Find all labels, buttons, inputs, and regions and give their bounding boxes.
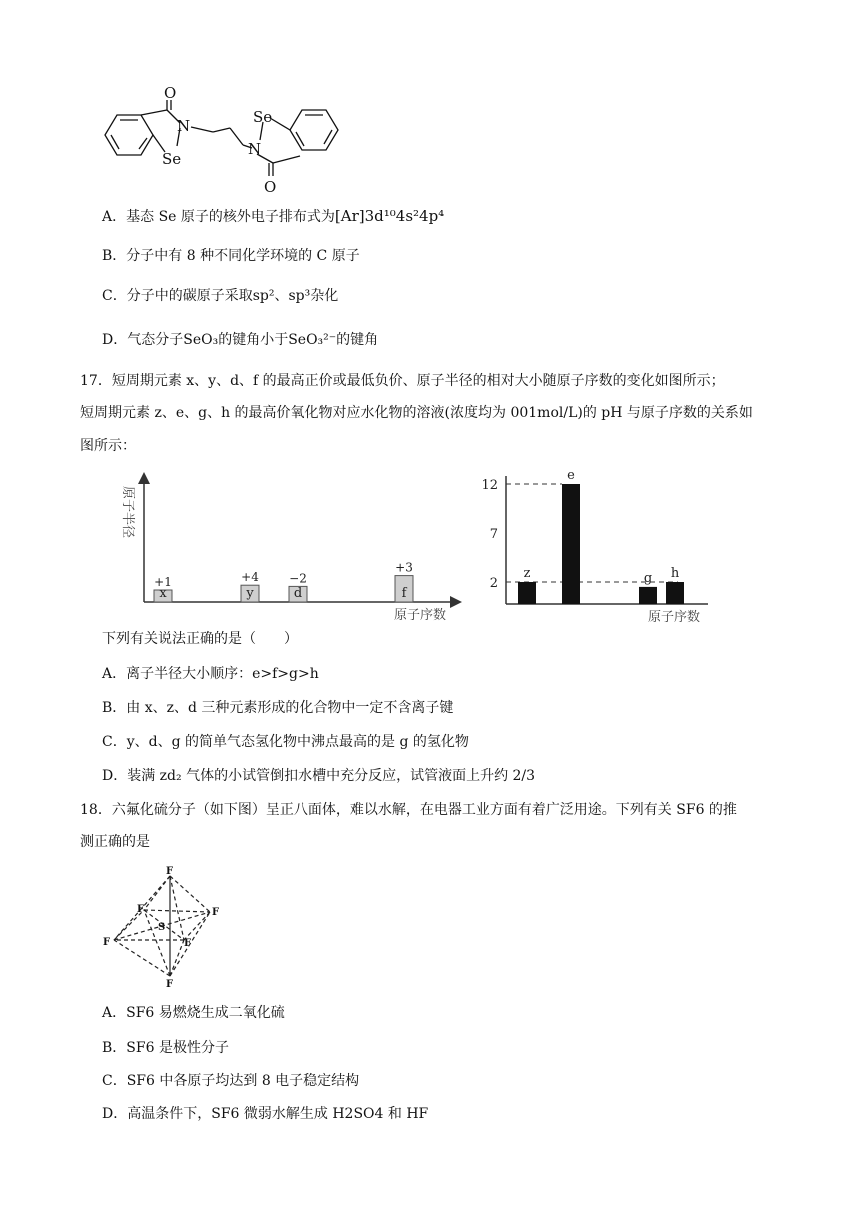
q17-option-d: D．装满 zd₂ 气体的小试管倒扣水槽中充分反应，试管液面上升约 2/3: [102, 768, 536, 784]
q16-option-d-label: D．: [102, 332, 128, 348]
q16-option-a-text: 基态 Se 原子的核外电子排布式为: [126, 209, 335, 225]
q17-stem-line1: 17．短周期元素 x、y、d、f 的最高正价或最低负价、原子半径的相对大小随原子序数的变化如图所示；: [80, 373, 725, 389]
sf6-f-right: F: [212, 907, 220, 918]
right-chart-bar-label-g: g: [643, 570, 653, 586]
right-chart-bar-e: [562, 484, 580, 604]
q18-option-c: C．SF6 中各原子均达到 8 电子稳定结构: [102, 1073, 360, 1089]
left-chart-bar-label-y: y: [246, 586, 254, 601]
molecule-structure: [95, 80, 355, 198]
q17-right-chart: [478, 468, 718, 626]
q16-option-b-label: B．: [102, 248, 127, 264]
left-chart-bar-label-d: d: [293, 586, 303, 601]
right-chart-bar-label-e: e: [567, 468, 575, 483]
q16-option-c-label: C．: [102, 288, 127, 304]
right-chart-ytick-12: 12: [481, 478, 498, 493]
q16-option-d: [102, 330, 378, 350]
left-chart-ylabel: 原子半径: [120, 486, 135, 539]
left-chart-xlabel: 原子序数: [394, 608, 447, 623]
sf6-s-center: S: [158, 922, 166, 933]
sf6-f-left: F: [103, 937, 111, 948]
q16-option-a-formula: [Ar]3d¹⁰4s²4p⁴: [334, 207, 445, 225]
q17-option-c: C．y、d、g 的简单气态氢化物中沸点最高的是 g 的氢化物: [102, 734, 469, 750]
left-chart-valence-d: −2: [289, 571, 307, 586]
q18-stem-line2: 测正确的是: [80, 834, 150, 850]
left-chart-valence-x: +1: [154, 575, 172, 589]
left-chart-bar-label-x: x: [159, 586, 167, 601]
right-chart-bar-label-h: h: [670, 566, 680, 581]
q17-question: 下列有关说法正确的是（ ）: [102, 631, 298, 647]
q17-option-a: A．离子半径大小顺序：e>f>g>h: [102, 666, 319, 682]
q17-left-chart: [108, 466, 464, 626]
selenium-right-label: Se: [253, 108, 273, 126]
right-chart-bar-z: [518, 582, 536, 604]
left-chart-valence-y: +4: [241, 570, 259, 585]
q16-option-c-text: 分子中的碳原子采取sp²、sp³杂化: [126, 288, 339, 304]
selenium-left-label: Se: [162, 150, 182, 168]
right-chart-bar-g: [639, 587, 657, 604]
nitrogen-left-label: N: [177, 117, 191, 135]
q18-option-a: A．SF6 易燃烧生成二氧化硫: [102, 1005, 285, 1021]
q18-option-b: B．SF6 是极性分子: [102, 1040, 229, 1056]
q16-option-a: [102, 206, 444, 227]
right-chart-ytick-2: 2: [489, 576, 498, 591]
sf6-f-bottom: F: [166, 979, 174, 990]
q16-option-b: [102, 246, 360, 266]
q16-option-c: [102, 286, 338, 306]
sf6-octahedron-diagram: [98, 862, 228, 992]
oxygen-bottom-label: O: [264, 178, 277, 196]
sf6-f-top: F: [166, 866, 174, 877]
sf6-f-back-left: F: [137, 904, 145, 915]
right-chart-xlabel: 原子序数: [648, 610, 701, 625]
q17-option-b: B．由 x、z、d 三种元素形成的化合物中一定不含离子键: [102, 700, 454, 716]
oxygen-top-label: O: [164, 84, 177, 102]
q18-option-d: D．高温条件下，SF6 微弱水解生成 H2SO4 和 HF: [102, 1106, 429, 1122]
left-chart-bar-label-f: f: [401, 586, 407, 601]
q16-option-b-text: 分子中有 8 种不同化学环境的 C 原子: [126, 248, 360, 264]
sf6-f-front-right: F: [184, 938, 192, 949]
q18-stem-line1: 18．六氟化硫分子（如下图）呈正八面体，难以水解，在电器工业方面有着广泛用途。下列有关 SF6 的推: [80, 802, 737, 818]
q17-stem-line3: 图所示：: [80, 438, 136, 454]
nitrogen-right-label: N: [248, 140, 262, 158]
right-chart-bar-label-z: z: [523, 566, 531, 581]
right-chart-bar-h: [666, 582, 684, 604]
q17-stem-line2: 短周期元素 z、e、g、h 的最高价氧化物对应水化物的溶液(浓度均为 001mol/L)的 pH 与原子序数的关系如: [80, 405, 753, 421]
right-chart-ytick-7: 7: [489, 527, 498, 542]
q16-option-d-text: 气态分子SeO₃的键角小于SeO₃²⁻的键角: [127, 332, 379, 348]
q16-option-a-label: A．: [102, 209, 127, 225]
left-chart-valence-f: +3: [395, 560, 413, 575]
